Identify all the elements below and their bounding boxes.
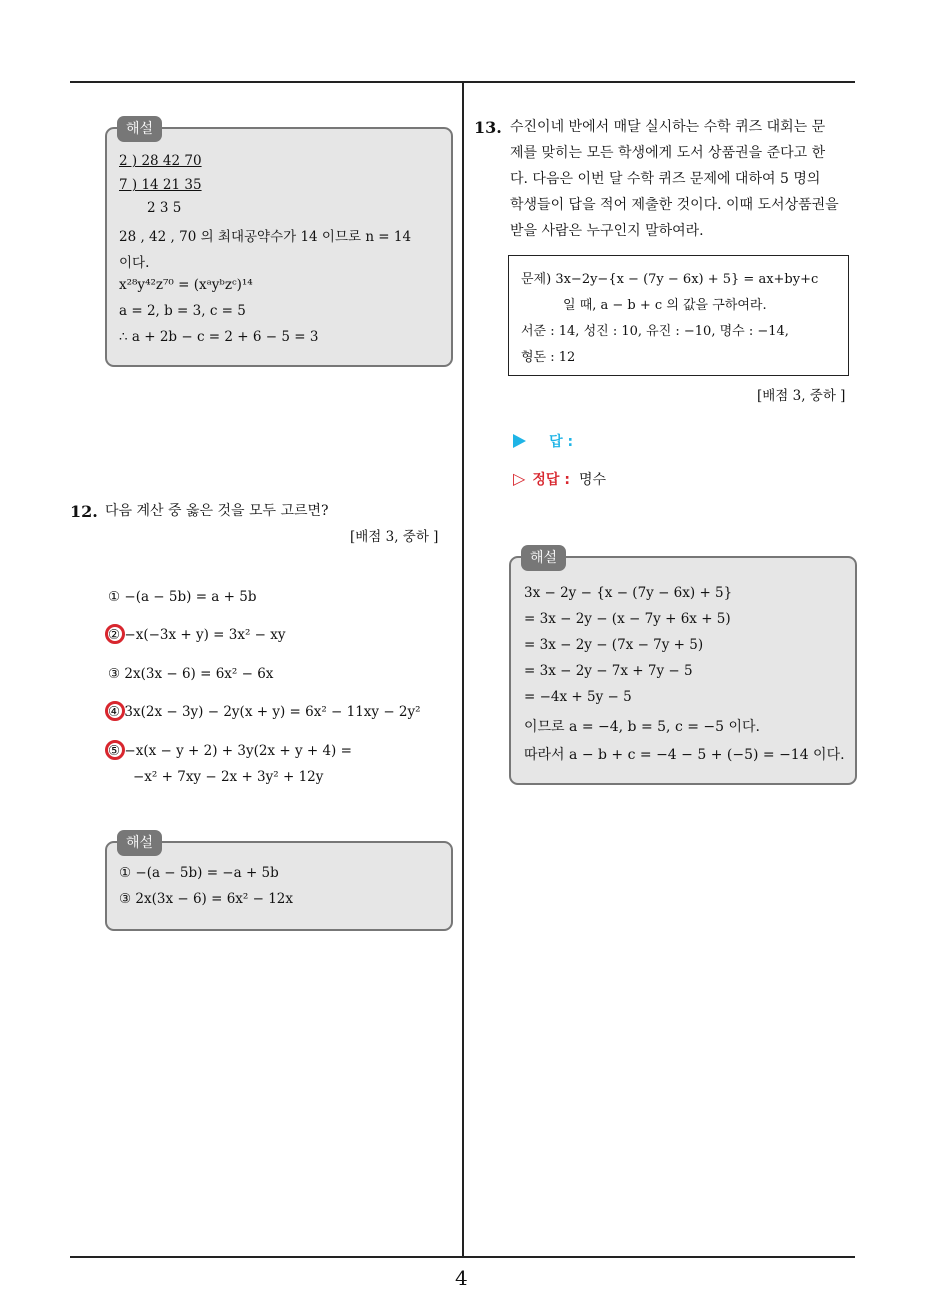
solution-tag: 해설 [117, 830, 162, 856]
solution-box-11 [105, 127, 453, 367]
solution-line: = 3x − 2y − (7x − 7y + 5) [524, 637, 704, 653]
solution-tag: 해설 [117, 116, 162, 142]
solution-line: = −4x + 5y − 5 [524, 689, 632, 705]
page-number: 4 [455, 1266, 468, 1290]
answer-label: 답 : [549, 433, 574, 450]
question-text-line: 받을 사람은 누구인지 말하여라. [510, 223, 704, 239]
option-3: ③ 2x(3x − 6) = 6x² − 6x [108, 666, 274, 682]
solution-line: x²⁸y⁴²z⁷⁰ = (xᵃyᵇzᶜ)¹⁴ [119, 277, 253, 293]
solution-line: ③ 2x(3x − 6) = 6x² − 12x [119, 891, 294, 907]
correct-label: 정답 : [532, 471, 570, 488]
solution-line: 이므로 a = −4, b = 5, c = −5 이다. [524, 719, 760, 735]
correct-answer-row [513, 468, 606, 489]
question-text: 다음 계산 중 옳은 것을 모두 고르면? [105, 503, 329, 519]
option-1: ① −(a − 5b) = a + 5b [108, 589, 257, 605]
question-text-line: 수진이네 반에서 매달 실시하는 수학 퀴즈 대회는 문 [510, 119, 826, 135]
score-label: [배점 3, 중하 ] [757, 388, 846, 404]
solution-tag: 해설 [521, 545, 566, 571]
solution-line: 7 ) 14 21 35 [119, 177, 202, 193]
column-divider [462, 82, 464, 1258]
problem-box [508, 255, 849, 376]
solution-line: 28 , 42 , 70 의 최대공약수가 14 이므로 n = 14 [119, 229, 412, 245]
question-number: 12. [70, 502, 98, 521]
problem-line: 형돈 : 12 [521, 350, 576, 365]
option-5-continued: −x² + 7xy − 2x + 3y² + 12y [133, 769, 324, 785]
solution-line: 3x − 2y − {x − (7y − 6x) + 5} [524, 585, 733, 601]
question-number: 13. [474, 118, 502, 137]
solution-line: a = 2, b = 3, c = 5 [119, 303, 246, 319]
option-2: ② −x(−3x + y) = 3x² − xy [108, 627, 286, 643]
solution-line: ① −(a − 5b) = −a + 5b [119, 865, 279, 881]
problem-line: 문제) 3x−2y−{x − (7y − 6x) + 5} = ax+by+c [521, 272, 819, 287]
answer-row [513, 430, 573, 451]
solution-line: ∴ a + 2b − c = 2 + 6 − 5 = 3 [119, 329, 319, 345]
score-label: [배점 3, 중하 ] [350, 529, 439, 545]
solution-line: = 3x − 2y − (x − 7y + 6x + 5) [524, 611, 731, 627]
play-arrow-icon [513, 434, 526, 448]
question-text-line: 제를 맞히는 모든 학생에게 도서 상품권을 준다고 한 [510, 145, 826, 161]
option-4: ④ 3x(2x − 3y) − 2y(x + y) = 6x² − 11xy − 2y² [108, 704, 421, 720]
solution-line: = 3x − 2y − 7x + 7y − 5 [524, 663, 693, 679]
correct-value: 명수 [579, 471, 607, 488]
outline-arrow-icon: ▷ [513, 469, 526, 488]
solution-box-13 [509, 556, 857, 785]
problem-line: 서준 : 14, 성진 : 10, 유진 : −10, 명수 : −14, [521, 324, 789, 339]
question-text-line: 다. 다음은 이번 달 수학 퀴즈 문제에 대하여 5 명의 [510, 171, 821, 187]
solution-line: 2 ) 28 42 70 [119, 153, 202, 169]
solution-line: 이다. [119, 255, 150, 271]
bottom-rule [70, 1256, 855, 1258]
question-text-line: 학생들이 답을 적어 제출한 것이다. 이때 도서상품권을 [510, 197, 839, 213]
solution-line: 따라서 a − b + c = −4 − 5 + (−5) = −14 이다. [524, 747, 845, 763]
problem-line: 일 때, a − b + c 의 값을 구하여라. [563, 298, 767, 313]
option-5: ⑤ −x(x − y + 2) + 3y(2x + y + 4) = [108, 743, 352, 759]
solution-line: 2 3 5 [147, 200, 182, 216]
